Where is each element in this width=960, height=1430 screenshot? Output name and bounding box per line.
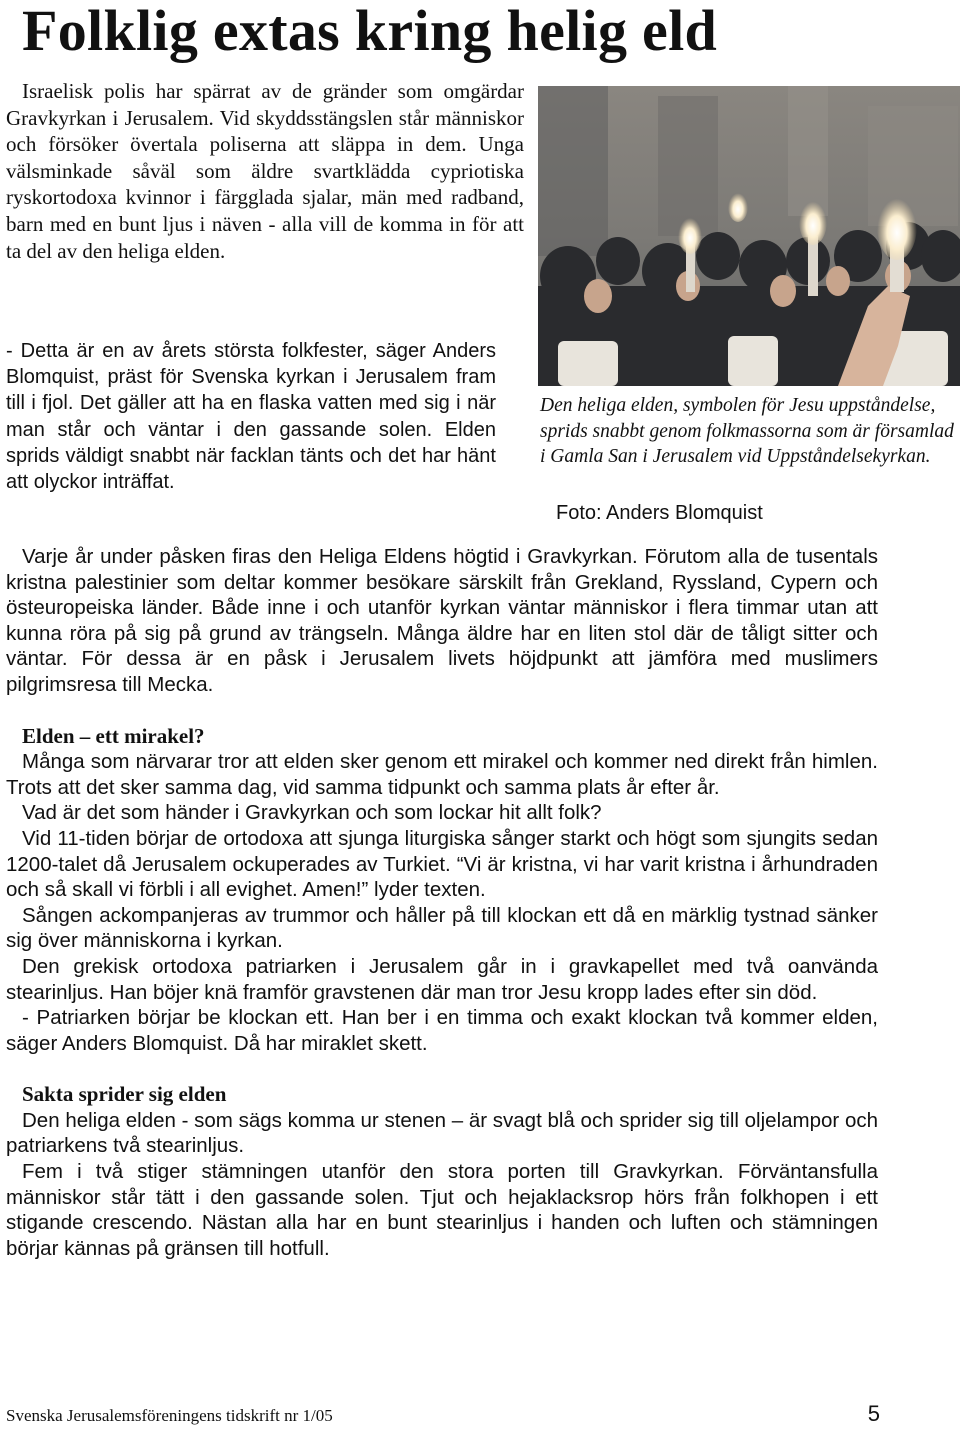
spacer <box>6 1056 878 1082</box>
page-number: 5 <box>867 1401 880 1426</box>
photo-illustration <box>538 86 960 386</box>
body-paragraph: Fem i två stiger stämningen utanför den stora porten till Gravkyrkan. Förväntansfulla människor står tätt i den gassande solen. Tjut och hejaklacksrop hörs från folkhopen i ett stigande crescendo. Nästan alla har en bunt stearinljus i handen och luften och stämningen börjar kännas på gränsen till hotfull. <box>6 1160 878 1260</box>
section-heading-miracle: Elden – ett mirakel? <box>22 723 205 748</box>
body-paragraph: Den grekisk ortodoxa patriarken i Jerusalem går in i gravkapellet med två oanvända stearinljus. Han böjer knä framför gravstenen där man tror Jesu kropp lades efter sin död. <box>6 954 878 1004</box>
body-paragraph: Vid 11-tiden börjar de ortodoxa att sjunga liturgiska sånger starkt och högt som sjungits sedan 1200-talet då Jerusalem ockuperades av Turkiet. “Vi är kristna, vi har varit kristna i århundraden och så skall vi förbli i all evighet. Amen!” lyder texten. <box>6 826 878 902</box>
photo-credit: Foto: Anders Blomquist <box>556 502 763 524</box>
spacer <box>6 698 878 724</box>
photo-caption: Den heliga elden, symbolen för Jesu uppståndelse, sprids snabbt genom folkmassorna som är församlad i Gamla San i Jerusalem vid Uppståndelsekyrkan. <box>540 395 954 468</box>
body-paragraph: Sången ackompanjeras av trummor och håller på till klockan ett då en märklig tystnad sänker sig över människorna i kyrkan. <box>6 903 878 953</box>
article-body <box>6 544 878 1261</box>
article-headline: Folklig extas kring helig eld <box>22 0 718 63</box>
body-paragraph: Den heliga elden - som sägs komma ur stenen – är svagt blå och sprider sig till oljelampor och patriarkens två stearinljus. <box>6 1108 878 1158</box>
body-paragraph: Vad är det som händer i Gravkyrkan och som lockar hit allt folk? <box>22 801 602 825</box>
crowd-fire-photo <box>538 86 960 386</box>
body-intro: Varje år under påsken firas den Heliga Eldens högtid i Gravkyrkan. Förutom alla de tusentals kristna palestinier som deltar kommer besökare särskilt från Grekland, Ryssland, Cypern och östeuropeiska länder. Både inne i och utanför kyrkan väntar människor i flera timmar utan att kunna röra på sig på grund av trängseln. Många äldre har en liten stol där de tåligt sitter och väntar. För dessa är en påsk i Jerusalem livets höjdpunkt att jämföra med muslimers pilgrimsresa till Mecka. <box>6 545 878 696</box>
lead-paragraph: Israelisk polis har spärrat av de gränder som omgärdar Gravkyrkan i Jerusalem. Vid skyddsstängslen står människor och försöker övertala poliserna att släppa in dem. Unga välsminkade såväl som äldre svartklädda cypriotiska ryskortodoxa kvinnor i färgglada sjalar, män med radband, barn med en bunt ljus i näven - alla vill de komma in för att ta del av den heliga elden. <box>6 79 524 263</box>
section-heading-spread: Sakta sprider sig elden <box>22 1082 227 1107</box>
quote-paragraph <box>6 338 496 495</box>
body-paragraph: Många som närvarar tror att elden sker genom ett mirakel och kommer ned direkt från himlen. Trots att det sker samma dag, vid samma tidpunkt och samma plats år efter år. <box>6 750 878 799</box>
body-paragraph: - Patriarken börjar be klockan ett. Han ber i en timma och exakt klockan två kommer elden, säger Anders Blomquist. Då har miraklet skett. <box>6 1006 878 1055</box>
publication-footer: Svenska Jerusalemsföreningens tidskrift nr 1/05 <box>6 1406 333 1425</box>
quote-text: - Detta är en av årets största folkfester, säger Anders Blomquist, präst för Svenska kyrkan i Jerusalem fram till i fjol. Det gäller att ha en flaska vatten med sig i när man står och väntar i den gassande solen. Elden sprids väldigt snabbt när facklan tänts och det har hänt att olyckor inträffat. <box>6 340 496 494</box>
